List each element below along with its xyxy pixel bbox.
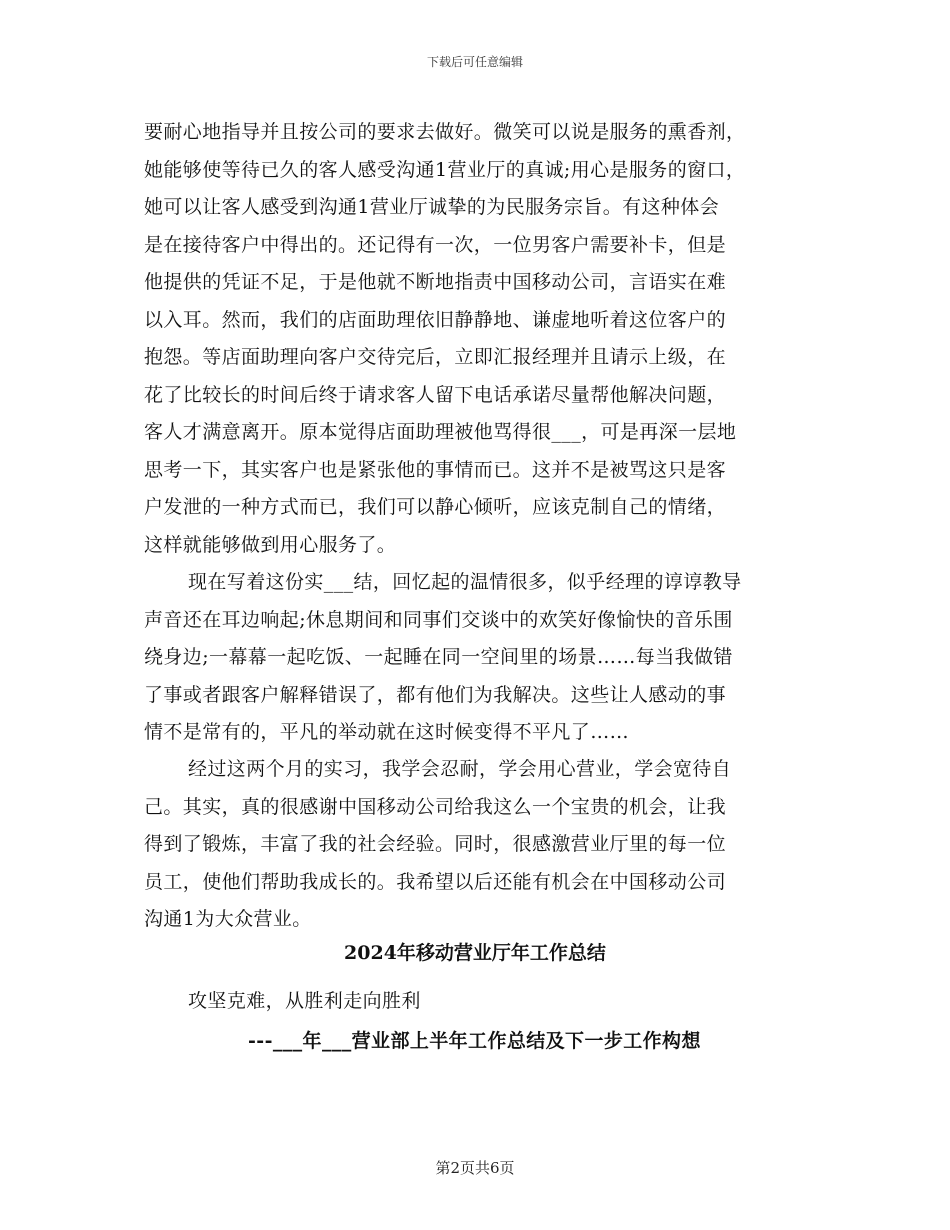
page-header-note: 下载后可任意编辑	[426, 55, 523, 69]
text-line: 现在写着这份实___结，回忆起的温情很多，似乎经理的谆谆教导	[188, 571, 742, 593]
section-title: 2024年移动营业厅年工作总结	[344, 942, 606, 964]
text-line: 客人才满意离开。原本觉得店面助理被他骂得很___，可是再深一层地	[144, 421, 737, 443]
text-line: 经过这两个月的实习，我学会忍耐，学会用心营业，学会宽待自	[188, 758, 732, 780]
text-line: 员工，使他们帮助我成长的。我希望以后还能有机会在中国移动公司	[144, 870, 727, 893]
text-line: 是在接待客户中得出的。还记得有一次，一位男客户需要补卡，但是	[144, 233, 727, 256]
text-line: 要耐心地指导并且按公司的要求去做好。微笑可以说是服务的熏香剂，	[144, 121, 746, 143]
page-number: 第2页共6页	[435, 1159, 515, 1177]
text-line: 沟通1为大众营业。	[144, 908, 312, 930]
text-line: 以入耳。然而，我们的店面助理依旧静静地、谦虚地听着这位客户的	[144, 308, 727, 331]
text-line: 己。其实，真的很感谢中国移动公司给我这么一个宝贵的机会，让我	[144, 795, 727, 818]
section-subtitle: 攻坚克难，从胜利走向胜利	[188, 990, 421, 1012]
text-line: 这样就能够做到用心服务了。	[144, 533, 397, 556]
text-line: 花了比较长的时间后终于请求客人留下电话承诺尽量帮他解决问题，	[144, 383, 727, 406]
paragraph-2	[144, 564, 820, 752]
paragraph-3	[144, 751, 820, 939]
text-line: 他提供的凭证不足，于是他就不断地指责中国移动公司，言语实在难	[144, 271, 727, 293]
text-line: 情不是常有的，平凡的举动就在这时候变得不平凡了……	[144, 721, 630, 743]
text-line: 户发泄的一种方式而已，我们可以静心倾听，应该克制自己的情绪，	[144, 496, 727, 518]
text-line: 得到了锻炼，丰富了我的社会经验。同时，很感激营业厅里的每一位	[144, 833, 727, 855]
section-subtitle-secondary: ---___年___营业部上半年工作总结及下一步工作构想	[248, 1030, 701, 1052]
paragraph-1	[144, 114, 820, 564]
text-line: 声音还在耳边响起;休息期间和同事们交谈中的欢笑好像愉快的音乐围	[144, 608, 733, 631]
text-line: 她可以让客人感受到沟通1营业厅诚挚的为民服务宗旨。有这种体会	[144, 196, 720, 218]
text-line: 她能够使等待已久的客人感受沟通1营业厅的真诚;用心是服务的窗口，	[144, 158, 746, 181]
text-line: 思考一下，其实客户也是紧张他的事情而已。这并不是被骂这只是客	[144, 458, 727, 481]
text-line: 抱怨。等店面助理向客户交待完后，立即汇报经理并且请示上级，在	[144, 346, 727, 368]
text-line: 绕身边;一幕幕一起吃饭、一起睡在同一空间里的场景……每当我做错	[144, 646, 733, 668]
text-line: 了事或者跟客户解释错误了，都有他们为我解决。这些让人感动的事	[144, 683, 727, 706]
